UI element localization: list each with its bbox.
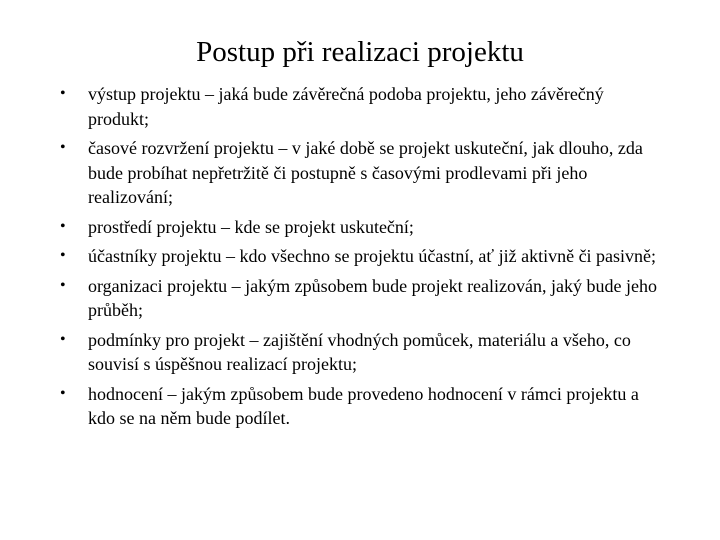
bullet-item-output [60,82,660,131]
bullet-text: podmínky pro projekt – zajištění vhodných pomůcek, materiálu a všeho, co souvisí s úspěšnou realizací projektu; [88,329,631,374]
bullet-text: organizaci projektu – jakým způsobem bude projekt realizován, jaký bude jeho průběh; [88,275,657,320]
bullet-list [60,82,660,436]
bullet-text: časové rozvržení projektu – v jaké době se projekt uskuteční, jak dlouho, zda bude probíhat nepřetržitě či postupně s časovými prodlevami při jeho realizování; [88,138,643,207]
bullet-icon: • [60,330,66,348]
bullet-item-organization [60,274,660,323]
bullet-icon: • [60,139,66,156]
bullet-text: účastníky projektu – kdo všechno se projektu účastní, ať již aktivně či pasivně; [88,246,657,266]
bullet-item-environment [60,215,660,240]
bullet-icon: • [60,247,66,264]
bullet-text: hodnocení – jakým způsobem bude provedeno hodnocení v rámci projektu a kdo se na něm bude podílet. [88,383,639,428]
slide-title: Postup při realizaci projektu [196,36,524,68]
bullet-item-conditions [60,328,660,377]
bullet-text: výstup projektu – jaká bude závěrečná podoba projektu, jeho závěrečný produkt; [88,84,604,129]
bullet-item-schedule [60,136,660,210]
bullet-icon: • [60,217,66,235]
bullet-icon: • [60,384,66,402]
bullet-item-evaluation [60,382,660,431]
bullet-item-participants [60,244,660,269]
bullet-text: prostředí projektu – kde se projekt uskuteční; [88,216,414,237]
bullet-icon: • [60,276,66,294]
bullet-icon: • [60,85,66,102]
